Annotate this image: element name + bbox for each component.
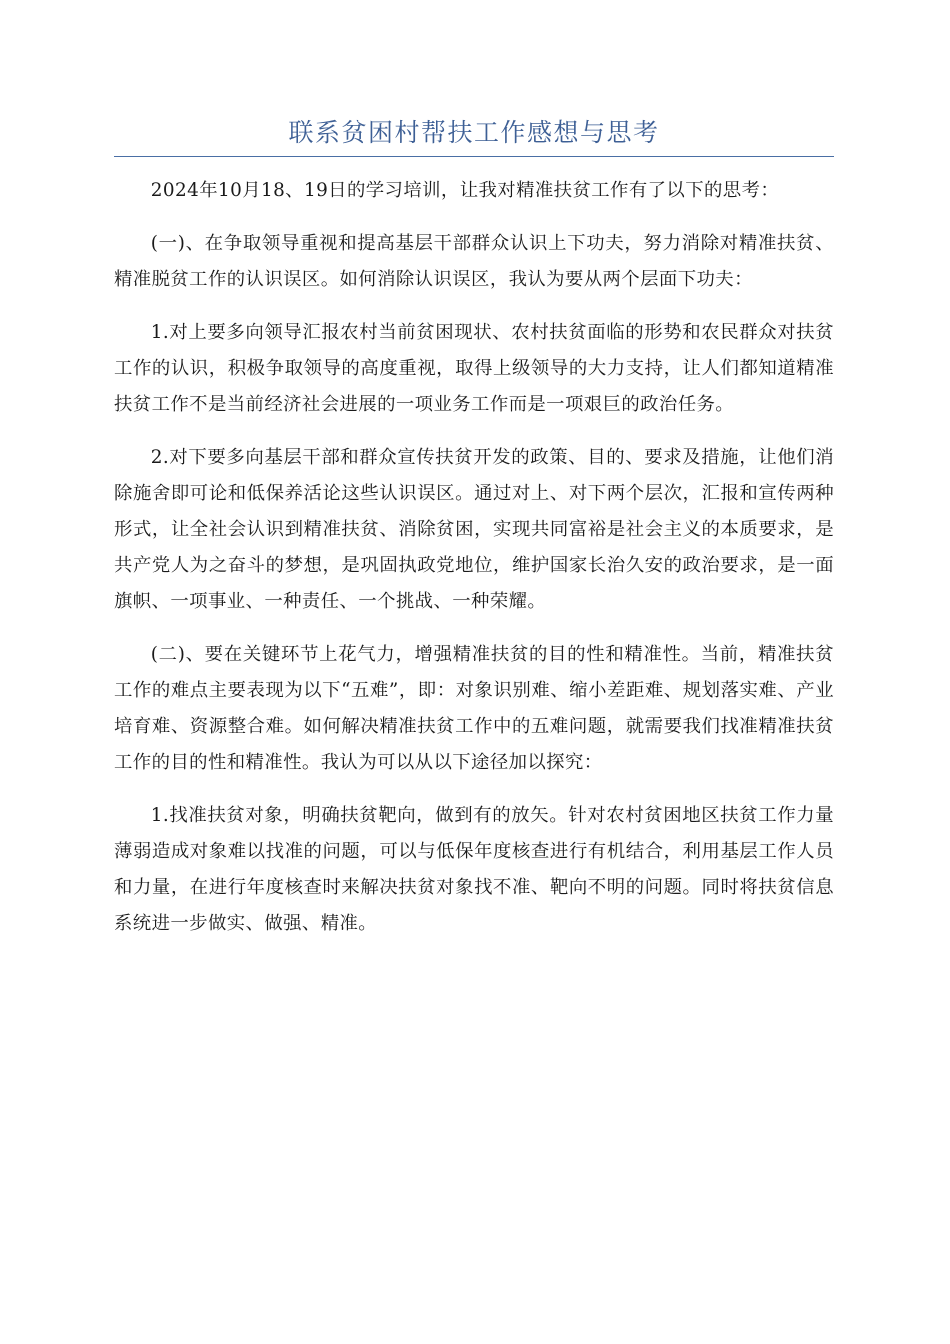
paragraph-section-2-item-1: 1.找准扶贫对象，明确扶贫靶向，做到有的放矢。针对农村贫困地区扶贫工作力量薄弱造成对象难以找准的问题，可以与低保年度核查进行有机结合，利用基层工作人员和力量，在进行年度核查时来解决扶贫对象找不准、靶向不明的问题。同时将扶贫信息系统进一步做实、做强、精准。 xyxy=(114,805,834,934)
title-block xyxy=(114,112,834,157)
document-title: 联系贫困村帮扶工作感想与思考 xyxy=(288,118,660,147)
document-body xyxy=(114,173,834,959)
paragraph-section-2: (二)、要在关键环节上花气力，增强精准扶贫的目的性和精准性。当前，精准扶贫工作的难点主要表现为以下“五难”，即：对象识别难、缩小差距难、规划落实难、产业培育难、资源整合难。如何解决精准扶贫工作中的五难问题，就需要我们找准精准扶贫工作的目的性和精准性。我认为可以从以下途径加以探究： xyxy=(114,644,834,773)
paragraph-section-1-item-1: 1.对上要多向领导汇报农村当前贫困现状、农村扶贫面临的形势和农民群众对扶贫工作的认识，积极争取领导的高度重视，取得上级领导的大力支持，让人们都知道精准扶贫工作不是当前经济社会进展的一项业务工作而是一项艰巨的政治任务。 xyxy=(114,322,834,415)
paragraph-section-1: (一)、在争取领导重视和提高基层干部群众认识上下功夫，努力消除对精准扶贫、精准脱贫工作的认识误区。如何消除认识误区，我认为要从两个层面下功夫： xyxy=(114,233,834,290)
paragraph-section-1-item-2: 2.对下要多向基层干部和群众宣传扶贫开发的政策、目的、要求及措施，让他们消除施舍即可论和低保养活论这些认识误区。通过对上、对下两个层次，汇报和宣传两种形式，让全社会认识到精准扶贫、消除贫困，实现共同富裕是社会主义的本质要求，是共产党人为之奋斗的梦想，是巩固执政党地位，维护国家长治久安的政治要求，是一面旗帜、一项事业、一种责任、一个挑战、一种荣耀。 xyxy=(114,447,834,612)
paragraph-intro: 2024年10月18、19日的学习培训，让我对精准扶贫工作有了以下的思考： xyxy=(150,180,780,201)
